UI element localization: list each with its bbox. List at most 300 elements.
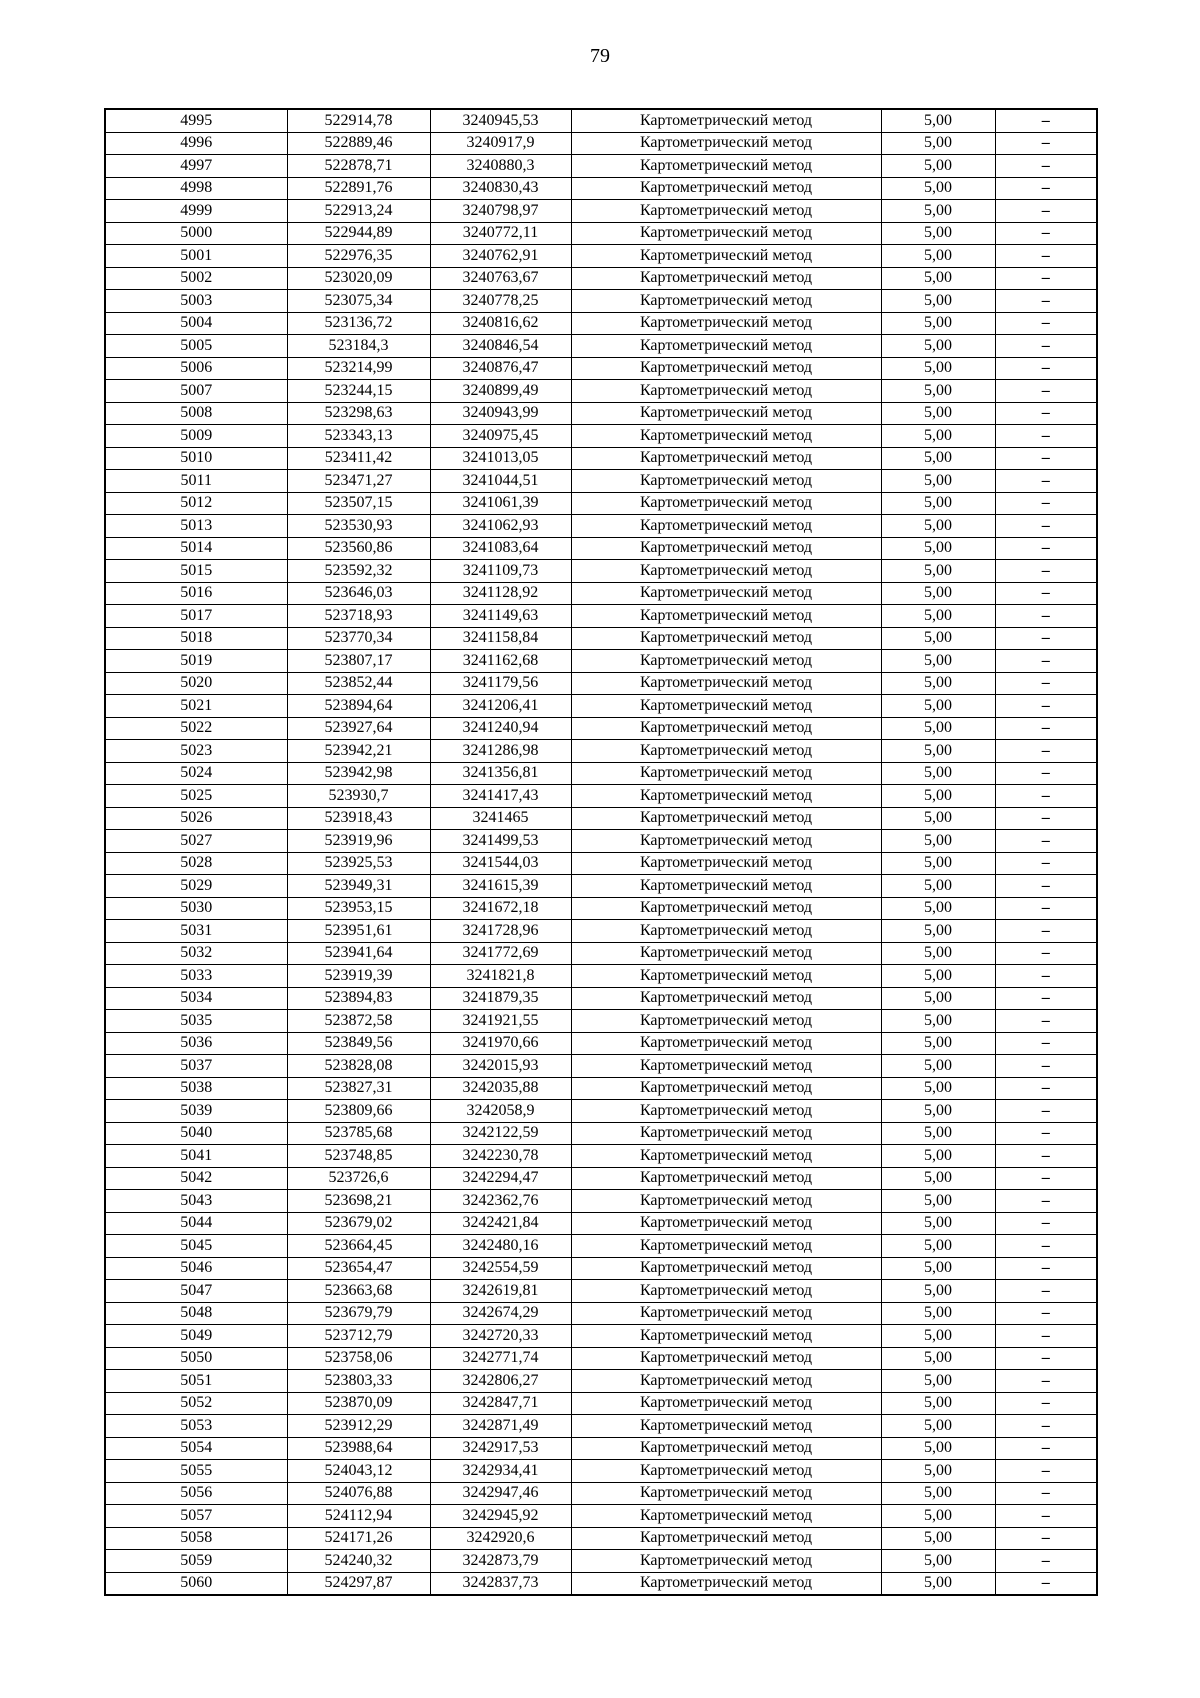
table-row bbox=[105, 1482, 1097, 1505]
accuracy-cell: 5,00 bbox=[881, 920, 995, 943]
x-coordinate-cell: 523927,64 bbox=[287, 717, 430, 740]
method-cell: Картометрический метод bbox=[571, 1302, 881, 1325]
x-coordinate-cell: 523803,33 bbox=[287, 1370, 430, 1393]
accuracy-cell: 5,00 bbox=[881, 605, 995, 628]
note-cell: – bbox=[995, 245, 1097, 268]
x-coordinate-cell: 523530,93 bbox=[287, 515, 430, 538]
note-cell: – bbox=[995, 987, 1097, 1010]
table-row bbox=[105, 582, 1097, 605]
point-number-cell: 5035 bbox=[105, 1010, 287, 1033]
accuracy-cell: 5,00 bbox=[881, 290, 995, 313]
y-coordinate-cell: 3241179,56 bbox=[430, 672, 571, 695]
note-cell: – bbox=[995, 1302, 1097, 1325]
y-coordinate-cell: 3241821,8 bbox=[430, 965, 571, 988]
table-row bbox=[105, 1235, 1097, 1258]
y-coordinate-cell: 3242480,16 bbox=[430, 1235, 571, 1258]
point-number-cell: 5006 bbox=[105, 357, 287, 380]
table-row bbox=[105, 717, 1097, 740]
note-cell: – bbox=[995, 807, 1097, 830]
point-number-cell: 5058 bbox=[105, 1527, 287, 1550]
x-coordinate-cell: 523020,09 bbox=[287, 267, 430, 290]
x-coordinate-cell: 523930,7 bbox=[287, 785, 430, 808]
x-coordinate-cell: 523471,27 bbox=[287, 470, 430, 493]
point-number-cell: 5029 bbox=[105, 875, 287, 898]
note-cell: – bbox=[995, 1527, 1097, 1550]
accuracy-cell: 5,00 bbox=[881, 1302, 995, 1325]
table-row bbox=[105, 1010, 1097, 1033]
note-cell: – bbox=[995, 1550, 1097, 1573]
table-row bbox=[105, 312, 1097, 335]
note-cell: – bbox=[995, 695, 1097, 718]
x-coordinate-cell: 524297,87 bbox=[287, 1572, 430, 1595]
accuracy-cell: 5,00 bbox=[881, 447, 995, 470]
note-cell: – bbox=[995, 1460, 1097, 1483]
accuracy-cell: 5,00 bbox=[881, 402, 995, 425]
table-row bbox=[105, 357, 1097, 380]
y-coordinate-cell: 3242619,81 bbox=[430, 1280, 571, 1303]
method-cell: Картометрический метод bbox=[571, 1550, 881, 1573]
y-coordinate-cell: 3240846,54 bbox=[430, 335, 571, 358]
x-coordinate-cell: 523953,15 bbox=[287, 897, 430, 920]
note-cell: – bbox=[995, 785, 1097, 808]
y-coordinate-cell: 3240945,53 bbox=[430, 109, 571, 132]
method-cell: Картометрический метод bbox=[571, 1032, 881, 1055]
table-row bbox=[105, 1302, 1097, 1325]
x-coordinate-cell: 523748,85 bbox=[287, 1145, 430, 1168]
note-cell: – bbox=[995, 380, 1097, 403]
note-cell: – bbox=[995, 1122, 1097, 1145]
table-row bbox=[105, 1077, 1097, 1100]
accuracy-cell: 5,00 bbox=[881, 875, 995, 898]
point-number-cell: 4997 bbox=[105, 155, 287, 178]
table-row bbox=[105, 1325, 1097, 1348]
point-number-cell: 5018 bbox=[105, 627, 287, 650]
method-cell: Картометрический метод bbox=[571, 1505, 881, 1528]
point-number-cell: 5039 bbox=[105, 1100, 287, 1123]
x-coordinate-cell: 523807,17 bbox=[287, 650, 430, 673]
y-coordinate-cell: 3241544,03 bbox=[430, 852, 571, 875]
table-row bbox=[105, 852, 1097, 875]
point-number-cell: 5056 bbox=[105, 1482, 287, 1505]
point-number-cell: 5060 bbox=[105, 1572, 287, 1595]
note-cell: – bbox=[995, 537, 1097, 560]
point-number-cell: 5005 bbox=[105, 335, 287, 358]
y-coordinate-cell: 3241240,94 bbox=[430, 717, 571, 740]
y-coordinate-cell: 3241672,18 bbox=[430, 897, 571, 920]
point-number-cell: 5008 bbox=[105, 402, 287, 425]
accuracy-cell: 5,00 bbox=[881, 177, 995, 200]
y-coordinate-cell: 3242837,73 bbox=[430, 1572, 571, 1595]
table-row bbox=[105, 875, 1097, 898]
x-coordinate-cell: 523941,64 bbox=[287, 942, 430, 965]
table-row bbox=[105, 1460, 1097, 1483]
x-coordinate-cell: 523244,15 bbox=[287, 380, 430, 403]
accuracy-cell: 5,00 bbox=[881, 695, 995, 718]
method-cell: Картометрический метод bbox=[571, 537, 881, 560]
point-number-cell: 5031 bbox=[105, 920, 287, 943]
table-row bbox=[105, 627, 1097, 650]
point-number-cell: 5048 bbox=[105, 1302, 287, 1325]
table-row bbox=[105, 109, 1097, 132]
accuracy-cell: 5,00 bbox=[881, 1280, 995, 1303]
note-cell: – bbox=[995, 1077, 1097, 1100]
method-cell: Картометрический метод bbox=[571, 627, 881, 650]
note-cell: – bbox=[995, 650, 1097, 673]
point-number-cell: 5034 bbox=[105, 987, 287, 1010]
table-row bbox=[105, 807, 1097, 830]
accuracy-cell: 5,00 bbox=[881, 942, 995, 965]
note-cell: – bbox=[995, 1325, 1097, 1348]
point-number-cell: 5013 bbox=[105, 515, 287, 538]
y-coordinate-cell: 3241128,92 bbox=[430, 582, 571, 605]
y-coordinate-cell: 3241162,68 bbox=[430, 650, 571, 673]
y-coordinate-cell: 3242230,78 bbox=[430, 1145, 571, 1168]
note-cell: – bbox=[995, 830, 1097, 853]
note-cell: – bbox=[995, 560, 1097, 583]
point-number-cell: 4995 bbox=[105, 109, 287, 132]
y-coordinate-cell: 3240830,43 bbox=[430, 177, 571, 200]
method-cell: Картометрический метод bbox=[571, 987, 881, 1010]
accuracy-cell: 5,00 bbox=[881, 267, 995, 290]
note-cell: – bbox=[995, 200, 1097, 223]
table-row bbox=[105, 200, 1097, 223]
point-number-cell: 5014 bbox=[105, 537, 287, 560]
table-row bbox=[105, 965, 1097, 988]
table-row bbox=[105, 897, 1097, 920]
table-row bbox=[105, 222, 1097, 245]
x-coordinate-cell: 523942,21 bbox=[287, 740, 430, 763]
x-coordinate-cell: 523951,61 bbox=[287, 920, 430, 943]
y-coordinate-cell: 3242362,76 bbox=[430, 1190, 571, 1213]
y-coordinate-cell: 3242015,93 bbox=[430, 1055, 571, 1078]
x-coordinate-cell: 522914,78 bbox=[287, 109, 430, 132]
y-coordinate-cell: 3240778,25 bbox=[430, 290, 571, 313]
point-number-cell: 5025 bbox=[105, 785, 287, 808]
point-number-cell: 5044 bbox=[105, 1212, 287, 1235]
method-cell: Картометрический метод bbox=[571, 830, 881, 853]
note-cell: – bbox=[995, 132, 1097, 155]
y-coordinate-cell: 3241615,39 bbox=[430, 875, 571, 898]
x-coordinate-cell: 523560,86 bbox=[287, 537, 430, 560]
accuracy-cell: 5,00 bbox=[881, 965, 995, 988]
point-number-cell: 5002 bbox=[105, 267, 287, 290]
table-row bbox=[105, 402, 1097, 425]
method-cell: Картометрический метод bbox=[571, 380, 881, 403]
method-cell: Картометрический метод bbox=[571, 1010, 881, 1033]
y-coordinate-cell: 3242058,9 bbox=[430, 1100, 571, 1123]
accuracy-cell: 5,00 bbox=[881, 335, 995, 358]
x-coordinate-cell: 523942,98 bbox=[287, 762, 430, 785]
note-cell: – bbox=[995, 402, 1097, 425]
x-coordinate-cell: 523785,68 bbox=[287, 1122, 430, 1145]
table-row bbox=[105, 695, 1097, 718]
method-cell: Картометрический метод bbox=[571, 1235, 881, 1258]
method-cell: Картометрический метод bbox=[571, 1100, 881, 1123]
note-cell: – bbox=[995, 1370, 1097, 1393]
x-coordinate-cell: 523894,64 bbox=[287, 695, 430, 718]
method-cell: Картометрический метод bbox=[571, 1527, 881, 1550]
table-row bbox=[105, 155, 1097, 178]
accuracy-cell: 5,00 bbox=[881, 1347, 995, 1370]
method-cell: Картометрический метод bbox=[571, 312, 881, 335]
note-cell: – bbox=[995, 1190, 1097, 1213]
x-coordinate-cell: 523912,29 bbox=[287, 1415, 430, 1438]
note-cell: – bbox=[995, 177, 1097, 200]
method-cell: Картометрический метод bbox=[571, 1392, 881, 1415]
y-coordinate-cell: 3241465 bbox=[430, 807, 571, 830]
y-coordinate-cell: 3241286,98 bbox=[430, 740, 571, 763]
y-coordinate-cell: 3241772,69 bbox=[430, 942, 571, 965]
note-cell: – bbox=[995, 515, 1097, 538]
point-number-cell: 4999 bbox=[105, 200, 287, 223]
accuracy-cell: 5,00 bbox=[881, 492, 995, 515]
method-cell: Картометрический метод bbox=[571, 1212, 881, 1235]
method-cell: Картометрический метод bbox=[571, 132, 881, 155]
method-cell: Картометрический метод bbox=[571, 807, 881, 830]
x-coordinate-cell: 523075,34 bbox=[287, 290, 430, 313]
note-cell: – bbox=[995, 1055, 1097, 1078]
y-coordinate-cell: 3240975,45 bbox=[430, 425, 571, 448]
y-coordinate-cell: 3242035,88 bbox=[430, 1077, 571, 1100]
x-coordinate-cell: 523870,09 bbox=[287, 1392, 430, 1415]
method-cell: Картометрический метод bbox=[571, 1190, 881, 1213]
x-coordinate-cell: 523298,63 bbox=[287, 402, 430, 425]
x-coordinate-cell: 523679,79 bbox=[287, 1302, 430, 1325]
point-number-cell: 5019 bbox=[105, 650, 287, 673]
x-coordinate-cell: 523712,79 bbox=[287, 1325, 430, 1348]
y-coordinate-cell: 3240816,62 bbox=[430, 312, 571, 335]
method-cell: Картометрический метод bbox=[571, 290, 881, 313]
y-coordinate-cell: 3241499,53 bbox=[430, 830, 571, 853]
point-number-cell: 5032 bbox=[105, 942, 287, 965]
point-number-cell: 5052 bbox=[105, 1392, 287, 1415]
accuracy-cell: 5,00 bbox=[881, 807, 995, 830]
y-coordinate-cell: 3241921,55 bbox=[430, 1010, 571, 1033]
table-row bbox=[105, 1055, 1097, 1078]
table-row bbox=[105, 267, 1097, 290]
table-row bbox=[105, 830, 1097, 853]
note-cell: – bbox=[995, 290, 1097, 313]
table-row bbox=[105, 492, 1097, 515]
note-cell: – bbox=[995, 335, 1097, 358]
accuracy-cell: 5,00 bbox=[881, 1145, 995, 1168]
note-cell: – bbox=[995, 109, 1097, 132]
table-row bbox=[105, 605, 1097, 628]
coordinates-table bbox=[104, 108, 1098, 1596]
table-row bbox=[105, 942, 1097, 965]
method-cell: Картометрический метод bbox=[571, 1482, 881, 1505]
point-number-cell: 5041 bbox=[105, 1145, 287, 1168]
method-cell: Картометрический метод bbox=[571, 267, 881, 290]
point-number-cell: 4998 bbox=[105, 177, 287, 200]
y-coordinate-cell: 3242873,79 bbox=[430, 1550, 571, 1573]
note-cell: – bbox=[995, 447, 1097, 470]
accuracy-cell: 5,00 bbox=[881, 852, 995, 875]
x-coordinate-cell: 522944,89 bbox=[287, 222, 430, 245]
method-cell: Картометрический метод bbox=[571, 942, 881, 965]
note-cell: – bbox=[995, 717, 1097, 740]
note-cell: – bbox=[995, 470, 1097, 493]
accuracy-cell: 5,00 bbox=[881, 1100, 995, 1123]
note-cell: – bbox=[995, 222, 1097, 245]
point-number-cell: 5050 bbox=[105, 1347, 287, 1370]
y-coordinate-cell: 3241062,93 bbox=[430, 515, 571, 538]
method-cell: Картометрический метод bbox=[571, 740, 881, 763]
accuracy-cell: 5,00 bbox=[881, 582, 995, 605]
method-cell: Картометрический метод bbox=[571, 717, 881, 740]
accuracy-cell: 5,00 bbox=[881, 380, 995, 403]
x-coordinate-cell: 523894,83 bbox=[287, 987, 430, 1010]
method-cell: Картометрический метод bbox=[571, 965, 881, 988]
y-coordinate-cell: 3242934,41 bbox=[430, 1460, 571, 1483]
x-coordinate-cell: 523664,45 bbox=[287, 1235, 430, 1258]
method-cell: Картометрический метод bbox=[571, 200, 881, 223]
y-coordinate-cell: 3241109,73 bbox=[430, 560, 571, 583]
point-number-cell: 5026 bbox=[105, 807, 287, 830]
point-number-cell: 5020 bbox=[105, 672, 287, 695]
accuracy-cell: 5,00 bbox=[881, 1055, 995, 1078]
table-row bbox=[105, 1212, 1097, 1235]
point-number-cell: 5049 bbox=[105, 1325, 287, 1348]
accuracy-cell: 5,00 bbox=[881, 1122, 995, 1145]
point-number-cell: 5009 bbox=[105, 425, 287, 448]
point-number-cell: 5047 bbox=[105, 1280, 287, 1303]
method-cell: Картометрический метод bbox=[571, 447, 881, 470]
table-row bbox=[105, 290, 1097, 313]
accuracy-cell: 5,00 bbox=[881, 897, 995, 920]
table-row bbox=[105, 987, 1097, 1010]
accuracy-cell: 5,00 bbox=[881, 1167, 995, 1190]
y-coordinate-cell: 3241970,66 bbox=[430, 1032, 571, 1055]
y-coordinate-cell: 3242917,53 bbox=[430, 1437, 571, 1460]
table-row bbox=[105, 1100, 1097, 1123]
note-cell: – bbox=[995, 672, 1097, 695]
x-coordinate-cell: 523411,42 bbox=[287, 447, 430, 470]
note-cell: – bbox=[995, 897, 1097, 920]
note-cell: – bbox=[995, 492, 1097, 515]
accuracy-cell: 5,00 bbox=[881, 627, 995, 650]
point-number-cell: 5059 bbox=[105, 1550, 287, 1573]
y-coordinate-cell: 3242945,92 bbox=[430, 1505, 571, 1528]
table-row bbox=[105, 515, 1097, 538]
note-cell: – bbox=[995, 740, 1097, 763]
accuracy-cell: 5,00 bbox=[881, 132, 995, 155]
point-number-cell: 5011 bbox=[105, 470, 287, 493]
accuracy-cell: 5,00 bbox=[881, 357, 995, 380]
table-row bbox=[105, 425, 1097, 448]
table-row bbox=[105, 1122, 1097, 1145]
point-number-cell: 5057 bbox=[105, 1505, 287, 1528]
table-row bbox=[105, 762, 1097, 785]
point-number-cell: 5001 bbox=[105, 245, 287, 268]
method-cell: Картометрический метод bbox=[571, 650, 881, 673]
note-cell: – bbox=[995, 425, 1097, 448]
method-cell: Картометрический метод bbox=[571, 560, 881, 583]
x-coordinate-cell: 524043,12 bbox=[287, 1460, 430, 1483]
x-coordinate-cell: 523918,43 bbox=[287, 807, 430, 830]
table-row bbox=[105, 1145, 1097, 1168]
point-number-cell: 5033 bbox=[105, 965, 287, 988]
x-coordinate-cell: 524112,94 bbox=[287, 1505, 430, 1528]
point-number-cell: 5046 bbox=[105, 1257, 287, 1280]
x-coordinate-cell: 523919,96 bbox=[287, 830, 430, 853]
note-cell: – bbox=[995, 1010, 1097, 1033]
note-cell: – bbox=[995, 852, 1097, 875]
table-row bbox=[105, 740, 1097, 763]
accuracy-cell: 5,00 bbox=[881, 1257, 995, 1280]
point-number-cell: 5045 bbox=[105, 1235, 287, 1258]
y-coordinate-cell: 3240762,91 bbox=[430, 245, 571, 268]
table-row bbox=[105, 650, 1097, 673]
x-coordinate-cell: 523663,68 bbox=[287, 1280, 430, 1303]
note-cell: – bbox=[995, 582, 1097, 605]
x-coordinate-cell: 523343,13 bbox=[287, 425, 430, 448]
point-number-cell: 5037 bbox=[105, 1055, 287, 1078]
method-cell: Картометрический метод bbox=[571, 695, 881, 718]
accuracy-cell: 5,00 bbox=[881, 1392, 995, 1415]
method-cell: Картометрический метод bbox=[571, 155, 881, 178]
method-cell: Картометрический метод bbox=[571, 357, 881, 380]
point-number-cell: 5007 bbox=[105, 380, 287, 403]
x-coordinate-cell: 523872,58 bbox=[287, 1010, 430, 1033]
y-coordinate-cell: 3241356,81 bbox=[430, 762, 571, 785]
note-cell: – bbox=[995, 605, 1097, 628]
method-cell: Картометрический метод bbox=[571, 1145, 881, 1168]
point-number-cell: 5054 bbox=[105, 1437, 287, 1460]
y-coordinate-cell: 3240917,9 bbox=[430, 132, 571, 155]
y-coordinate-cell: 3242947,46 bbox=[430, 1482, 571, 1505]
point-number-cell: 5030 bbox=[105, 897, 287, 920]
method-cell: Картометрический метод bbox=[571, 1077, 881, 1100]
table-row bbox=[105, 1392, 1097, 1415]
y-coordinate-cell: 3241149,63 bbox=[430, 605, 571, 628]
method-cell: Картометрический метод bbox=[571, 852, 881, 875]
method-cell: Картометрический метод bbox=[571, 1572, 881, 1595]
accuracy-cell: 5,00 bbox=[881, 222, 995, 245]
method-cell: Картометрический метод bbox=[571, 1055, 881, 1078]
accuracy-cell: 5,00 bbox=[881, 1235, 995, 1258]
method-cell: Картометрический метод bbox=[571, 605, 881, 628]
note-cell: – bbox=[995, 1392, 1097, 1415]
y-coordinate-cell: 3241417,43 bbox=[430, 785, 571, 808]
y-coordinate-cell: 3241061,39 bbox=[430, 492, 571, 515]
method-cell: Картометрический метод bbox=[571, 920, 881, 943]
method-cell: Картометрический метод bbox=[571, 470, 881, 493]
method-cell: Картометрический метод bbox=[571, 515, 881, 538]
accuracy-cell: 5,00 bbox=[881, 672, 995, 695]
x-coordinate-cell: 523592,32 bbox=[287, 560, 430, 583]
y-coordinate-cell: 3241879,35 bbox=[430, 987, 571, 1010]
note-cell: – bbox=[995, 312, 1097, 335]
point-number-cell: 5027 bbox=[105, 830, 287, 853]
method-cell: Картометрический метод bbox=[571, 1167, 881, 1190]
y-coordinate-cell: 3242554,59 bbox=[430, 1257, 571, 1280]
point-number-cell: 5024 bbox=[105, 762, 287, 785]
x-coordinate-cell: 522878,71 bbox=[287, 155, 430, 178]
accuracy-cell: 5,00 bbox=[881, 1482, 995, 1505]
method-cell: Картометрический метод bbox=[571, 1460, 881, 1483]
x-coordinate-cell: 523136,72 bbox=[287, 312, 430, 335]
table-row bbox=[105, 1190, 1097, 1213]
table-row bbox=[105, 1550, 1097, 1573]
point-number-cell: 5023 bbox=[105, 740, 287, 763]
point-number-cell: 5000 bbox=[105, 222, 287, 245]
method-cell: Картометрический метод bbox=[571, 762, 881, 785]
note-cell: – bbox=[995, 627, 1097, 650]
point-number-cell: 5028 bbox=[105, 852, 287, 875]
table-row bbox=[105, 920, 1097, 943]
accuracy-cell: 5,00 bbox=[881, 1325, 995, 1348]
